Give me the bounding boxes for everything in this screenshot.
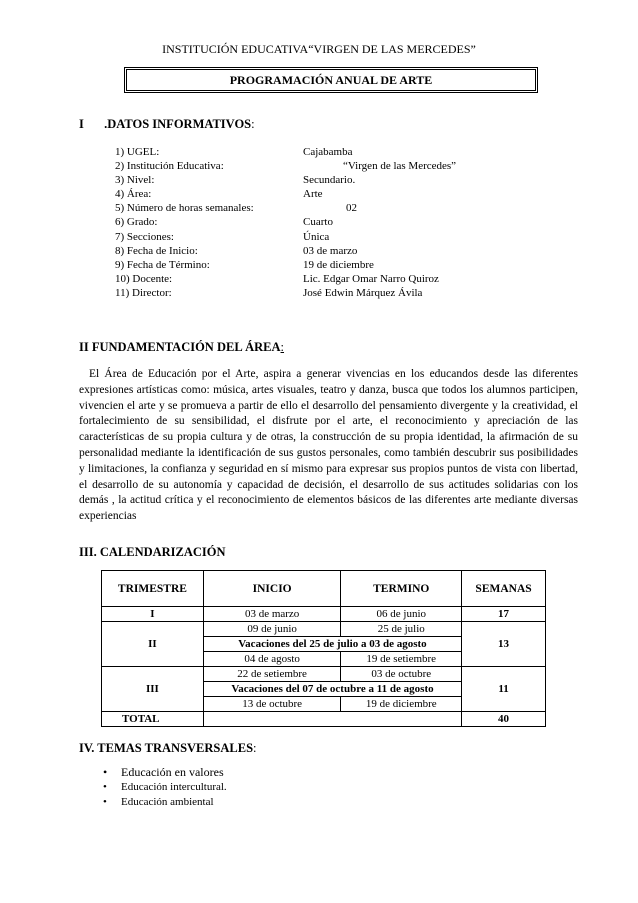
info-label: 4) Área: xyxy=(115,188,152,201)
bullet-icon: • xyxy=(103,781,107,793)
section-colon: : xyxy=(253,741,257,755)
info-value: “Virgen de las Mercedes” xyxy=(343,160,457,173)
info-label: 5) Número de horas semanales: xyxy=(115,202,254,215)
bullet-icon: • xyxy=(103,796,107,808)
section-calendarizacion-heading: III. CALENDARIZACIÓN xyxy=(79,545,226,559)
info-value: Secundario. xyxy=(303,174,356,187)
vacaciones-cell: Vacaciones del 25 de julio a 03 de agosto xyxy=(203,637,461,652)
topics-list xyxy=(103,765,227,810)
info-label: 3) Nivel: xyxy=(115,174,155,187)
bullet-icon: • xyxy=(103,765,108,779)
paragraph-text: El Área de Educación por el Arte, aspira a generar vivencias en los educandos desde las diferentes expresiones artísticas como: música, artes visuales, teatro y danza, busca que todos los alumnos participen, vivencien el arte y se promueva a partir de ello el desarrollo del pensamiento divergente y la creatividad, el fortalecimiento de su sensibilidad, el disfrute por el arte, el reconocimiento y apreciación de las características de su propia cultura y de otras, la construcción de su propia identidad, la afirmación de su personalidad mediante la identificación de sus gustos personales, como también descubrir sus posibilidades y limitaciones, la confianza y seguridad en sí mismo para expresar sus propios puntos de vista con libertad, el desarrollo de su autonomía y capacidad de decisión, el desarrollo de sus actitudes solidarias con los demás , la actitud crítica y el reconocimiento de elementos básicos de las diferentes arte mediante diversas experiencias xyxy=(79,368,578,523)
list-item xyxy=(103,765,227,780)
table-total-row xyxy=(102,712,546,727)
termino-cell: 19 de diciembre xyxy=(341,697,462,712)
info-value: Única xyxy=(303,230,330,243)
termino-cell: 03 de octubre xyxy=(341,667,462,682)
section-colon: : xyxy=(251,117,255,131)
info-label: 1) UGEL: xyxy=(115,146,160,158)
semanas-cell: 11 xyxy=(462,667,546,712)
inicio-cell: 04 de agosto xyxy=(203,652,341,667)
info-label: 11) Director: xyxy=(115,286,172,299)
info-label: 9) Fecha de Término: xyxy=(115,258,210,271)
institution-name: INSTITUCIÓN EDUCATIVA“VIRGEN DE LAS MERCEDES” xyxy=(162,42,476,56)
inicio-cell: 22 de setiembre xyxy=(203,667,341,682)
section-temas-heading xyxy=(79,741,257,756)
info-value: Cajabamba xyxy=(303,146,353,158)
list-item xyxy=(103,780,227,795)
total-label: TOTAL xyxy=(102,712,204,727)
info-value: 02 xyxy=(346,202,357,215)
info-value: José Edwin Márquez Ávila xyxy=(303,286,423,299)
section-title: IV. TEMAS TRANSVERSALES xyxy=(79,741,254,755)
total-empty-cell xyxy=(203,712,461,727)
header-termino: TERMINO xyxy=(341,571,462,607)
section-colon: : xyxy=(280,340,285,354)
info-value: Lic. Edgar Omar Narro Quiroz xyxy=(303,272,439,285)
list-item-text: Educación ambiental xyxy=(121,796,214,808)
section-fundamentacion-heading xyxy=(79,340,284,355)
info-label: 7) Secciones: xyxy=(115,230,174,243)
info-label: 6) Grado: xyxy=(115,216,158,229)
info-label: 8) Fecha de Inicio: xyxy=(115,244,198,257)
section-datos-informativos-heading xyxy=(79,117,255,132)
trimestre-cell: III xyxy=(102,667,204,712)
inicio-cell: 09 de junio xyxy=(203,622,341,637)
header-trimestre: TRIMESTRE xyxy=(102,571,204,607)
termino-cell: 19 de setiembre xyxy=(341,652,462,667)
document-title xyxy=(124,67,538,93)
termino-cell: 06 de junio xyxy=(341,607,462,622)
table-header-row xyxy=(102,571,546,607)
section-title: II FUNDAMENTACIÓN DEL ÁREA xyxy=(79,340,281,354)
termino-cell: 25 de julio xyxy=(341,622,462,637)
total-value: 40 xyxy=(462,712,546,727)
semanas-cell: 13 xyxy=(462,622,546,667)
calendar-table xyxy=(101,570,546,727)
info-label: 2) Institución Educativa: xyxy=(115,160,224,173)
table-row xyxy=(102,622,546,637)
table-row xyxy=(102,607,546,622)
semanas-cell: 17 xyxy=(462,607,546,622)
document-title-text: PROGRAMACIÓN ANUAL DE ARTE xyxy=(229,72,433,87)
list-item xyxy=(103,795,227,810)
header-semanas: SEMANAS xyxy=(462,571,546,607)
trimestre-cell: I xyxy=(102,607,204,622)
vacaciones-cell: Vacaciones del 07 de octubre a 11 de agosto xyxy=(203,682,461,697)
info-value: 19 de diciembre xyxy=(303,258,374,271)
table-row xyxy=(102,667,546,682)
list-item-text: Educación en valores xyxy=(121,765,224,779)
info-value: Cuarto xyxy=(303,216,333,229)
info-value: 03 de marzo xyxy=(303,244,358,257)
info-value: Arte xyxy=(303,188,323,201)
inicio-cell: 03 de marzo xyxy=(203,607,341,622)
header-inicio: INICIO xyxy=(203,571,341,607)
info-label: 10) Docente: xyxy=(115,272,173,285)
fundamentacion-paragraph xyxy=(79,367,578,525)
inicio-cell: 13 de octubre xyxy=(203,697,341,712)
section-number: I xyxy=(79,117,84,131)
section-title: .DATOS INFORMATIVOS xyxy=(104,117,252,131)
list-item-text: Educación intercultural. xyxy=(121,781,227,793)
trimestre-cell: II xyxy=(102,622,204,667)
